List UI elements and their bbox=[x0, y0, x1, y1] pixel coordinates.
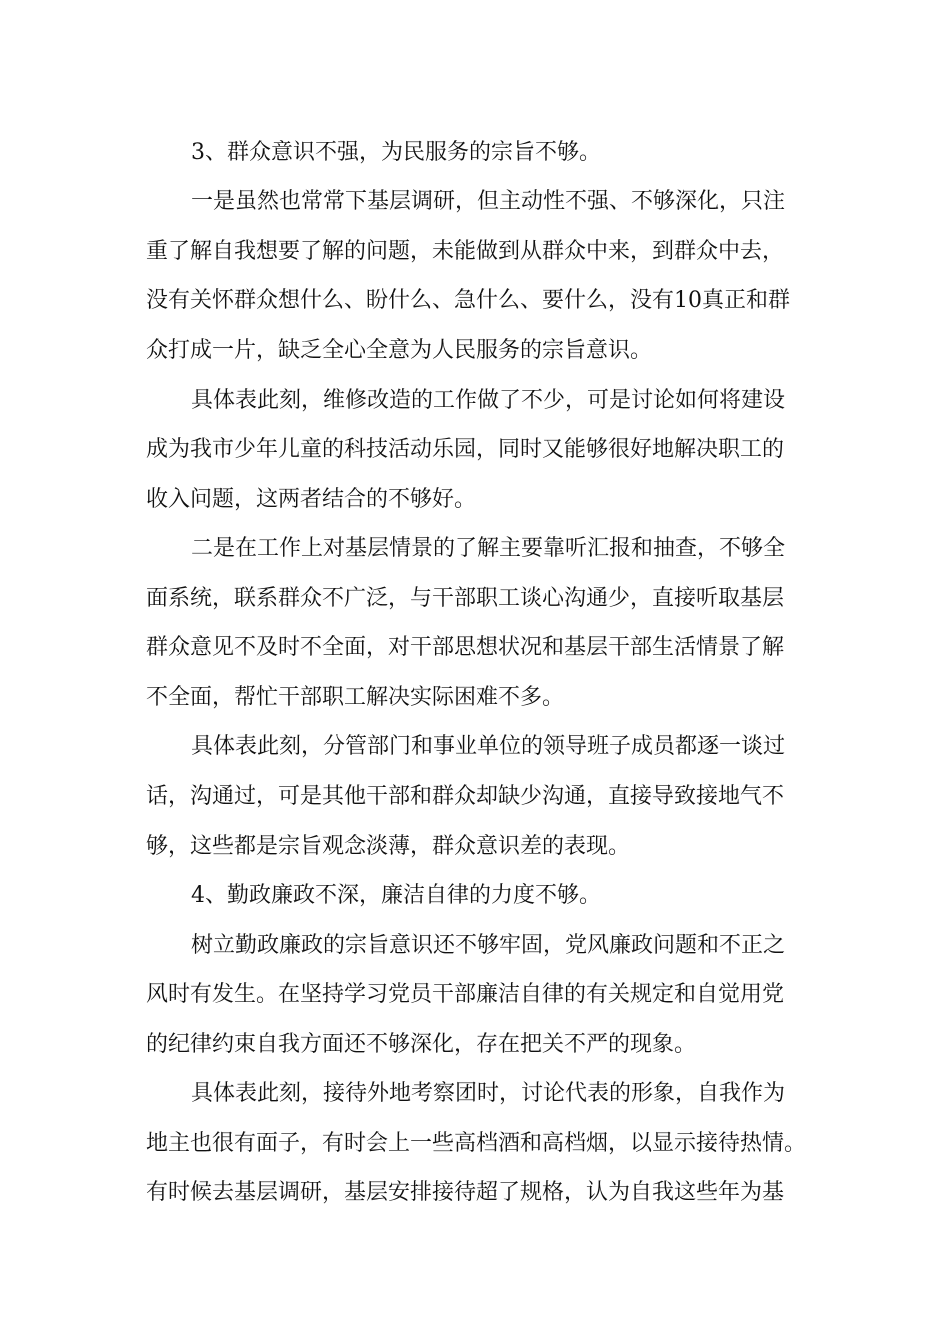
text-line: 没有关怀群众想什么、盼什么、急什么、要什么，没有10真正和群 bbox=[146, 288, 790, 313]
text-line: 具体表此刻，分管部门和事业单位的领导班子成员都逐一谈过 bbox=[191, 734, 786, 759]
text-line: 重了解自我想要了解的问题，未能做到从群众中来，到群众中去， bbox=[146, 239, 785, 264]
text-line: 树立勤政廉政的宗旨意识还不够牢固，党风廉政问题和不正之 bbox=[191, 933, 786, 958]
text-line: 地主也很有面子，有时会上一些高档酒和高档烟，以显示接待热情。 bbox=[146, 1131, 807, 1156]
text-line: 的纪律约束自我方面还不够深化，存在把关不严的现象。 bbox=[146, 1032, 697, 1057]
text-line: 3、群众意识不强，为民服务的宗旨不够。 bbox=[191, 140, 601, 165]
text-line: 具体表此刻，接待外地考察团时，讨论代表的形象，自我作为 bbox=[191, 1081, 786, 1106]
text-line: 二是在工作上对基层情景的了解主要靠听汇报和抽查，不够全 bbox=[191, 536, 786, 561]
text-line: 群众意见不及时不全面，对干部思想状况和基层干部生活情景了解 bbox=[146, 635, 785, 660]
text-line: 有时候去基层调研，基层安排接待超了规格，认为自我这些年为基 bbox=[146, 1180, 785, 1205]
text-line: 话，沟通过，可是其他干部和群众却缺少沟通，直接导致接地气不 bbox=[146, 784, 785, 809]
text-line: 够，这些都是宗旨观念淡薄，群众意识差的表现。 bbox=[146, 834, 631, 859]
text-line: 不全面，帮忙干部职工解决实际困难不多。 bbox=[146, 685, 565, 710]
text-line: 收入问题，这两者结合的不够好。 bbox=[146, 487, 477, 512]
text-line: 众打成一片，缺乏全心全意为人民服务的宗旨意识。 bbox=[146, 338, 653, 363]
text-line: 成为我市少年儿童的科技活动乐园，同时又能够很好地解决职工的 bbox=[146, 437, 785, 462]
text-line: 面系统，联系群众不广泛，与干部职工谈心沟通少，直接听取基层 bbox=[146, 586, 785, 611]
text-line: 4、勤政廉政不深，廉洁自律的力度不够。 bbox=[191, 883, 601, 908]
text-line: 具体表此刻，维修改造的工作做了不少，可是讨论如何将建设 bbox=[191, 388, 786, 413]
text-line: 一是虽然也常常下基层调研，但主动性不强、不够深化，只注 bbox=[191, 189, 786, 214]
text-line: 风时有发生。在坚持学习党员干部廉洁自律的有关规定和自觉用党 bbox=[146, 982, 785, 1007]
